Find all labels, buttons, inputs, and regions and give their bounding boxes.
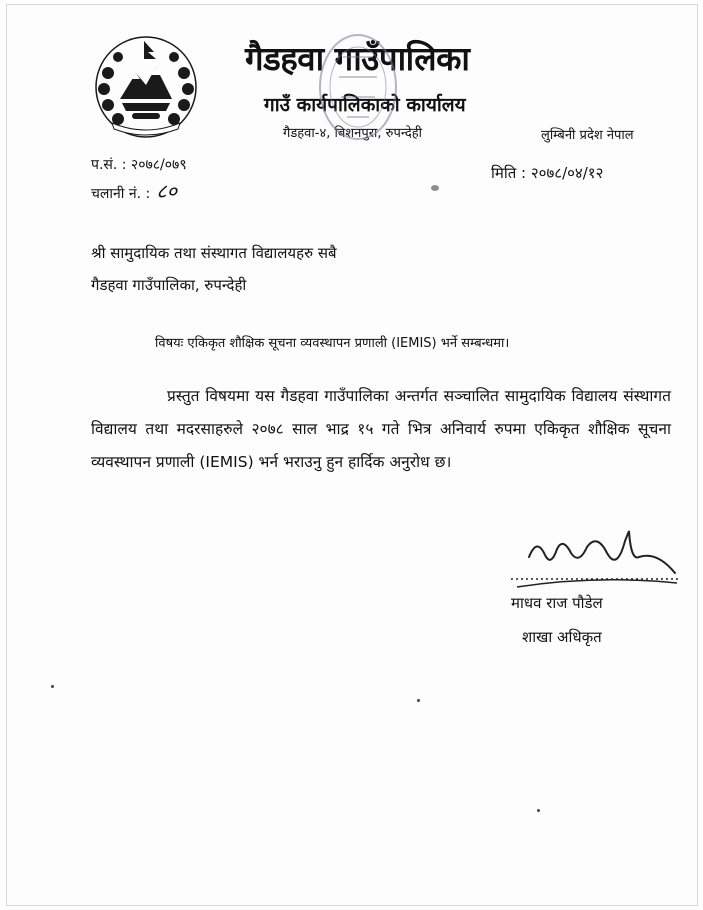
signatory-title: शाखा अधिकृत (522, 628, 602, 646)
scan-speck (51, 685, 54, 688)
letter-subject: विषयः एकिकृत शौक्षिक सूचना व्यवस्थापन प्रणाली (IEMIS) भर्ने सम्बन्धमा। (155, 336, 510, 351)
scan-speck (537, 809, 540, 812)
letter-body: प्रस्तुत विषयमा यस गैडहवा गाउँपालिका अन्तर्गत सञ्चालित सामुदायिक विद्यालय संस्थागत विद्यालय तथा मदरसाहरुले २०७८ साल भाद्र १५ गते भित्र अनिवार्य रुपमा एकिकृत शौक्षिक सूचना व्यवस्थापन प्रणाली (IEMIS) भर्न भराउनु हुन हार्दिक अनुरोध छ। (91, 387, 671, 471)
letter-date: मिति : २०७८/०४/१२ (491, 164, 604, 182)
office-address: गैडहवा-४, बिशनपुरा, रुपन्देही (283, 126, 423, 141)
office-stamp-icon (313, 27, 403, 145)
signature-icon (507, 527, 682, 597)
signatory-name: माधव राज पौडेल (511, 594, 603, 612)
dispatch-line (91, 177, 177, 204)
addressee-line-2: गैडहवा गाउँपालिका, रुपन्देही (91, 276, 247, 294)
province-label: लुम्बिनी प्रदेश नेपाल (541, 128, 634, 143)
addressee-line-1: श्री सामुदायिक तथा संस्थागत विद्यालयहरु सबै (91, 244, 337, 262)
office-subtitle: गाउँ कार्यपालिकाको कार्यालय (264, 94, 466, 116)
nepal-emblem-icon (92, 33, 200, 141)
dispatch-label: चलानी नं. : (91, 186, 151, 202)
office-name: गैडहवा गाउँपालिका (245, 39, 470, 78)
letter-number: प.सं. : २०७८/०७९ (91, 157, 187, 173)
scan-speck (431, 185, 439, 191)
letter-page (6, 4, 698, 906)
scan-speck (417, 699, 420, 702)
dispatch-number: ८० (156, 179, 178, 203)
